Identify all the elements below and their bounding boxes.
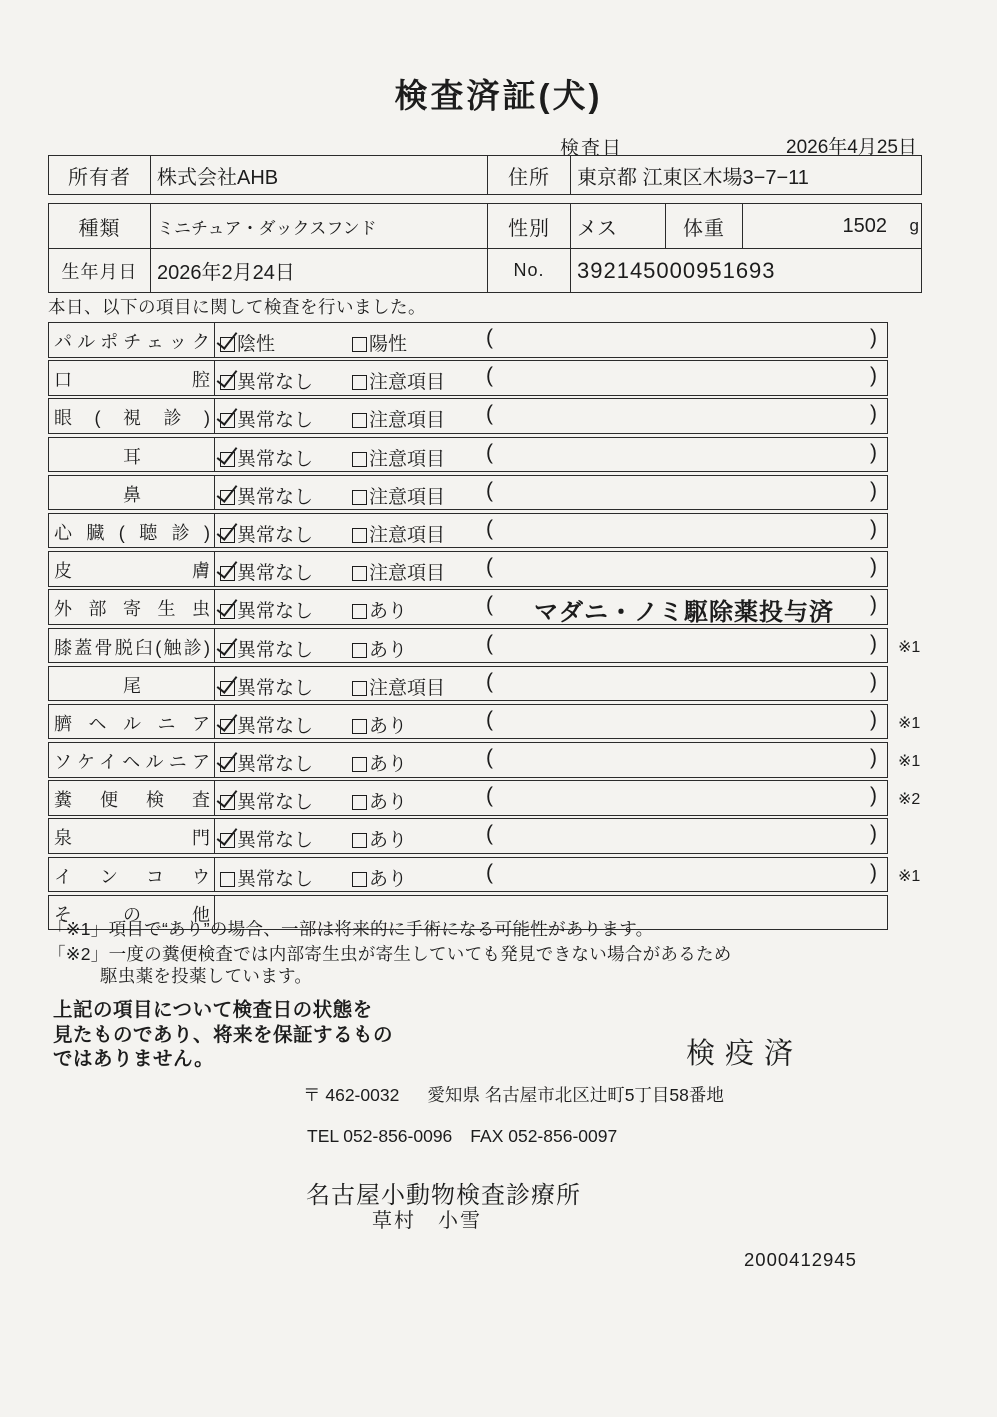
checkbox-unchecked-icon[interactable] [352, 757, 367, 772]
checkbox-label: 注意項目 [369, 524, 446, 546]
checkbox-label: 異常なし [237, 639, 314, 661]
checkbox-label: あり [369, 601, 408, 623]
paren-close: ) [870, 746, 877, 770]
paren-open: ( [486, 860, 493, 884]
breed-label: 種類 [49, 204, 151, 248]
serial-number: 2000412945 [744, 1249, 857, 1270]
exam-option [352, 444, 445, 471]
exam-option [352, 558, 445, 585]
checkbox-checked-icon[interactable] [220, 566, 235, 581]
checkbox-unchecked-icon[interactable] [352, 490, 367, 505]
checkbox-unchecked-icon[interactable] [352, 795, 367, 810]
exam-row [48, 475, 888, 511]
checkbox-unchecked-icon[interactable] [220, 872, 235, 887]
clinic-address-line [303, 1082, 724, 1107]
paren-close: ) [870, 478, 877, 502]
paren-open: ( [486, 326, 493, 349]
page-title: 検査済証(犬) [394, 77, 603, 114]
owner-value: 株式会社AHB [151, 156, 488, 194]
disclaimer-line2: 見たものであり、将来を保証するもの [53, 1023, 394, 1046]
footnote-2-line2: 駆虫薬を投薬しています。 [100, 966, 313, 986]
breed-value: ミニチュア・ダックスフンド [151, 204, 488, 248]
checkbox-label: 注意項目 [369, 410, 446, 432]
paren-open: ( [486, 746, 493, 770]
exam-row [48, 818, 888, 854]
exam-option [352, 596, 407, 623]
exam-option [352, 787, 407, 814]
intro-sentence: 本日、以下の項目に関して検査を行いました。 [48, 297, 426, 317]
checkbox-checked-icon[interactable] [220, 643, 235, 658]
exam-item-label: 耳 [49, 438, 215, 472]
clinic-tel-line [307, 1126, 617, 1147]
animal-info-table [48, 203, 922, 293]
checkbox-label: 異常なし [237, 372, 314, 394]
clinic-address: 愛知県 名古屋市北区辻町5丁目58番地 [427, 1085, 724, 1105]
exam-option [220, 329, 275, 356]
paren-open: ( [486, 784, 493, 808]
exam-item-label: 皮膚 [49, 552, 215, 586]
exam-item-label: 臍ヘルニア [49, 705, 215, 739]
exam-row [48, 513, 888, 549]
paren-close: ) [870, 822, 877, 846]
exam-option [220, 482, 313, 509]
owner-row [48, 155, 922, 195]
exam-option [220, 749, 313, 776]
exam-option [220, 787, 313, 814]
exam-row [48, 437, 888, 473]
checkbox-unchecked-icon[interactable] [352, 719, 367, 734]
paren-close: ) [870, 440, 877, 464]
clinic-name: 名古屋小動物検査診療所 [306, 1182, 581, 1209]
checkbox-label: 異常なし [237, 868, 314, 890]
exam-item-label: インコウ [49, 858, 215, 892]
exam-option [220, 825, 313, 852]
checkbox-label: 異常なし [237, 410, 314, 432]
clinic-fax: FAX 052-856-0097 [470, 1126, 618, 1146]
checkbox-label: 異常なし [237, 830, 314, 852]
exam-option [220, 405, 313, 432]
paren-open: ( [486, 364, 493, 388]
checkbox-label: 異常なし [237, 448, 314, 470]
checkbox-label: 異常なし [237, 563, 314, 585]
checkbox-label: 陰性 [237, 334, 276, 355]
exam-row [48, 589, 888, 625]
checkbox-label: あり [369, 792, 408, 814]
checkbox-unchecked-icon[interactable] [352, 413, 367, 428]
checkbox-label: 異常なし [237, 677, 314, 699]
checkbox-checked-icon[interactable] [220, 452, 235, 467]
checkbox-unchecked-icon[interactable] [352, 337, 367, 352]
exam-item-label: 尾 [49, 667, 215, 701]
veterinarian-name: 草村 小雪 [372, 1210, 482, 1232]
paren-close: ) [870, 784, 877, 808]
checkbox-checked-icon[interactable] [220, 528, 235, 543]
checkbox-checked-icon[interactable] [220, 681, 235, 696]
exam-option [220, 864, 313, 891]
checkbox-label: あり [369, 639, 408, 661]
exam-option [352, 405, 445, 432]
exam-option [352, 749, 407, 776]
checkbox-checked-icon[interactable] [220, 795, 235, 810]
paren-open: ( [486, 822, 493, 846]
checkbox-label: 異常なし [237, 524, 314, 546]
checkbox-checked-icon[interactable] [220, 413, 235, 428]
exam-option [220, 520, 313, 547]
checkbox-label: あり [369, 715, 408, 737]
clinic-tel: TEL 052-856-0096 [307, 1126, 453, 1146]
reference-mark: ※2 [898, 791, 921, 809]
checkbox-unchecked-icon[interactable] [352, 681, 367, 696]
paren-close: ) [870, 707, 877, 731]
paren-close: ) [870, 364, 877, 388]
exam-row [48, 666, 888, 702]
disclaimer-line3: ではありません。 [53, 1048, 215, 1070]
disclaimer-line1: 上記の項目について検査日の状態を [53, 999, 373, 1021]
exam-table [48, 322, 921, 933]
checkbox-unchecked-icon[interactable] [352, 872, 367, 887]
exam-item-label: 鼻 [49, 476, 215, 510]
no-label: No. [488, 249, 571, 292]
checkbox-unchecked-icon[interactable] [352, 643, 367, 658]
dob-row [49, 248, 921, 292]
paren-close: ) [870, 860, 877, 884]
paren-remark: マダニ・ノミ駆除薬投与済 [534, 599, 834, 627]
checkbox-unchecked-icon[interactable] [352, 452, 367, 467]
checkbox-checked-icon[interactable] [220, 490, 235, 505]
checkbox-checked-icon[interactable] [220, 337, 235, 352]
checkbox-label: 異常なし [237, 486, 314, 508]
dob-label: 生年月日 [49, 249, 151, 292]
inspection-date-label: 検査日 [560, 138, 624, 159]
checkbox-label: 異常なし [237, 792, 314, 814]
exam-option [352, 329, 407, 356]
paren-open: ( [486, 707, 493, 731]
exam-item-label: 糞便検査 [49, 781, 215, 815]
dob-value: 2026年2月24日 [151, 249, 488, 292]
clinic-postal: 〒 462-0032 [303, 1085, 400, 1105]
checkbox-unchecked-icon[interactable] [352, 528, 367, 543]
exam-item-label: 外部寄生虫 [49, 590, 215, 624]
address-value: 東京都 江東区木場3−7−11 [577, 166, 809, 189]
exam-item-label: 口腔 [49, 361, 215, 395]
footnote-1: 「※1」項目で“あり”の場合、一部は将来的に手術になる可能性があります。 [48, 919, 654, 939]
inspection-date-value: 2026年4月25日 [786, 137, 917, 158]
paren-open: ( [486, 478, 493, 502]
checkbox-label: 注意項目 [369, 677, 446, 699]
reference-mark: ※1 [898, 753, 921, 771]
no-value: 392145000951693 [577, 257, 776, 283]
checkbox-label: あり [369, 830, 408, 852]
weight-label: 体重 [666, 204, 743, 248]
reference-mark: ※1 [898, 714, 921, 732]
exam-item-label: 心臓(聴診) [49, 514, 215, 548]
exam-option [220, 673, 313, 700]
exam-item-label: その他 [49, 896, 215, 930]
exam-option [220, 635, 313, 662]
exam-option [352, 482, 445, 509]
exam-option [352, 825, 407, 852]
paren-close: ) [870, 326, 877, 349]
exam-option [352, 864, 407, 891]
weight-value: 1502 [842, 214, 887, 237]
exam-row [48, 857, 921, 893]
paren-open: ( [486, 402, 493, 426]
address-label: 住所 [488, 156, 571, 194]
paren-open: ( [486, 631, 493, 655]
paren-close: ) [870, 593, 877, 617]
checkbox-checked-icon[interactable] [220, 833, 235, 848]
checkbox-unchecked-icon[interactable] [352, 566, 367, 581]
sex-value: メス [571, 204, 666, 248]
checkbox-label: 異常なし [237, 601, 314, 623]
checkbox-label: 注意項目 [369, 563, 446, 585]
paren-close: ) [870, 669, 877, 693]
checkbox-label: 陽性 [369, 334, 408, 355]
paren-close: ) [870, 516, 877, 540]
checkbox-label: あり [369, 868, 408, 890]
exam-option [220, 558, 313, 585]
exam-row [48, 628, 921, 664]
exam-row [48, 742, 921, 778]
reference-mark: ※1 [898, 638, 921, 656]
paren-open: ( [486, 516, 493, 540]
disclaimer-text [53, 998, 393, 1072]
paren-close: ) [870, 402, 877, 426]
checkbox-label: 注意項目 [369, 448, 446, 470]
sex-label: 性別 [488, 204, 571, 248]
exam-row [48, 360, 888, 396]
reference-mark: ※1 [898, 867, 921, 885]
checkbox-checked-icon[interactable] [220, 757, 235, 772]
exam-row [48, 704, 921, 740]
checkbox-label: 注意項目 [369, 372, 446, 394]
exam-item-label: 膝蓋骨脱臼(触診) [49, 629, 215, 663]
checkbox-checked-icon[interactable] [220, 719, 235, 734]
exam-item-label: パルポチェック [49, 323, 215, 357]
exam-option [220, 711, 313, 738]
paren-open: ( [486, 555, 493, 579]
owner-label: 所有者 [49, 156, 151, 194]
paren-open: ( [486, 593, 493, 617]
paren-close: ) [870, 555, 877, 579]
paren-open: ( [486, 669, 493, 693]
footnote-2-line1: 「※2」一度の糞便検査では内部寄生虫が寄生していても発見できない場合があるため [48, 944, 732, 964]
exam-option [220, 444, 313, 471]
exam-item-label: 泉門 [49, 819, 215, 853]
checkbox-unchecked-icon[interactable] [352, 604, 367, 619]
exam-option [352, 520, 445, 547]
exam-row [48, 322, 888, 358]
checkbox-checked-icon[interactable] [220, 375, 235, 390]
exam-item-label: ソケイヘルニア [49, 743, 215, 777]
breed-row [49, 204, 921, 248]
exam-option [352, 635, 407, 662]
paren-close: ) [870, 631, 877, 655]
checkbox-label: 異常なし [237, 715, 314, 737]
exam-option [352, 673, 445, 700]
exam-option [220, 367, 313, 394]
checkbox-label: 異常なし [237, 754, 314, 776]
exam-row [48, 551, 888, 587]
checkbox-label: あり [369, 754, 408, 776]
checkbox-label: 注意項目 [369, 486, 446, 508]
exam-row [48, 398, 888, 434]
weight-unit: g [909, 216, 919, 235]
exam-row [48, 780, 921, 816]
quarantine-stamp: 検疫済 [686, 1038, 804, 1070]
exam-option [220, 596, 313, 623]
exam-option [352, 367, 445, 394]
exam-option [352, 711, 407, 738]
exam-item-label: 眼(視診) [49, 399, 215, 433]
paren-open: ( [486, 440, 493, 464]
checkbox-unchecked-icon[interactable] [352, 833, 367, 848]
checkbox-unchecked-icon[interactable] [352, 375, 367, 390]
checkbox-checked-icon[interactable] [220, 604, 235, 619]
